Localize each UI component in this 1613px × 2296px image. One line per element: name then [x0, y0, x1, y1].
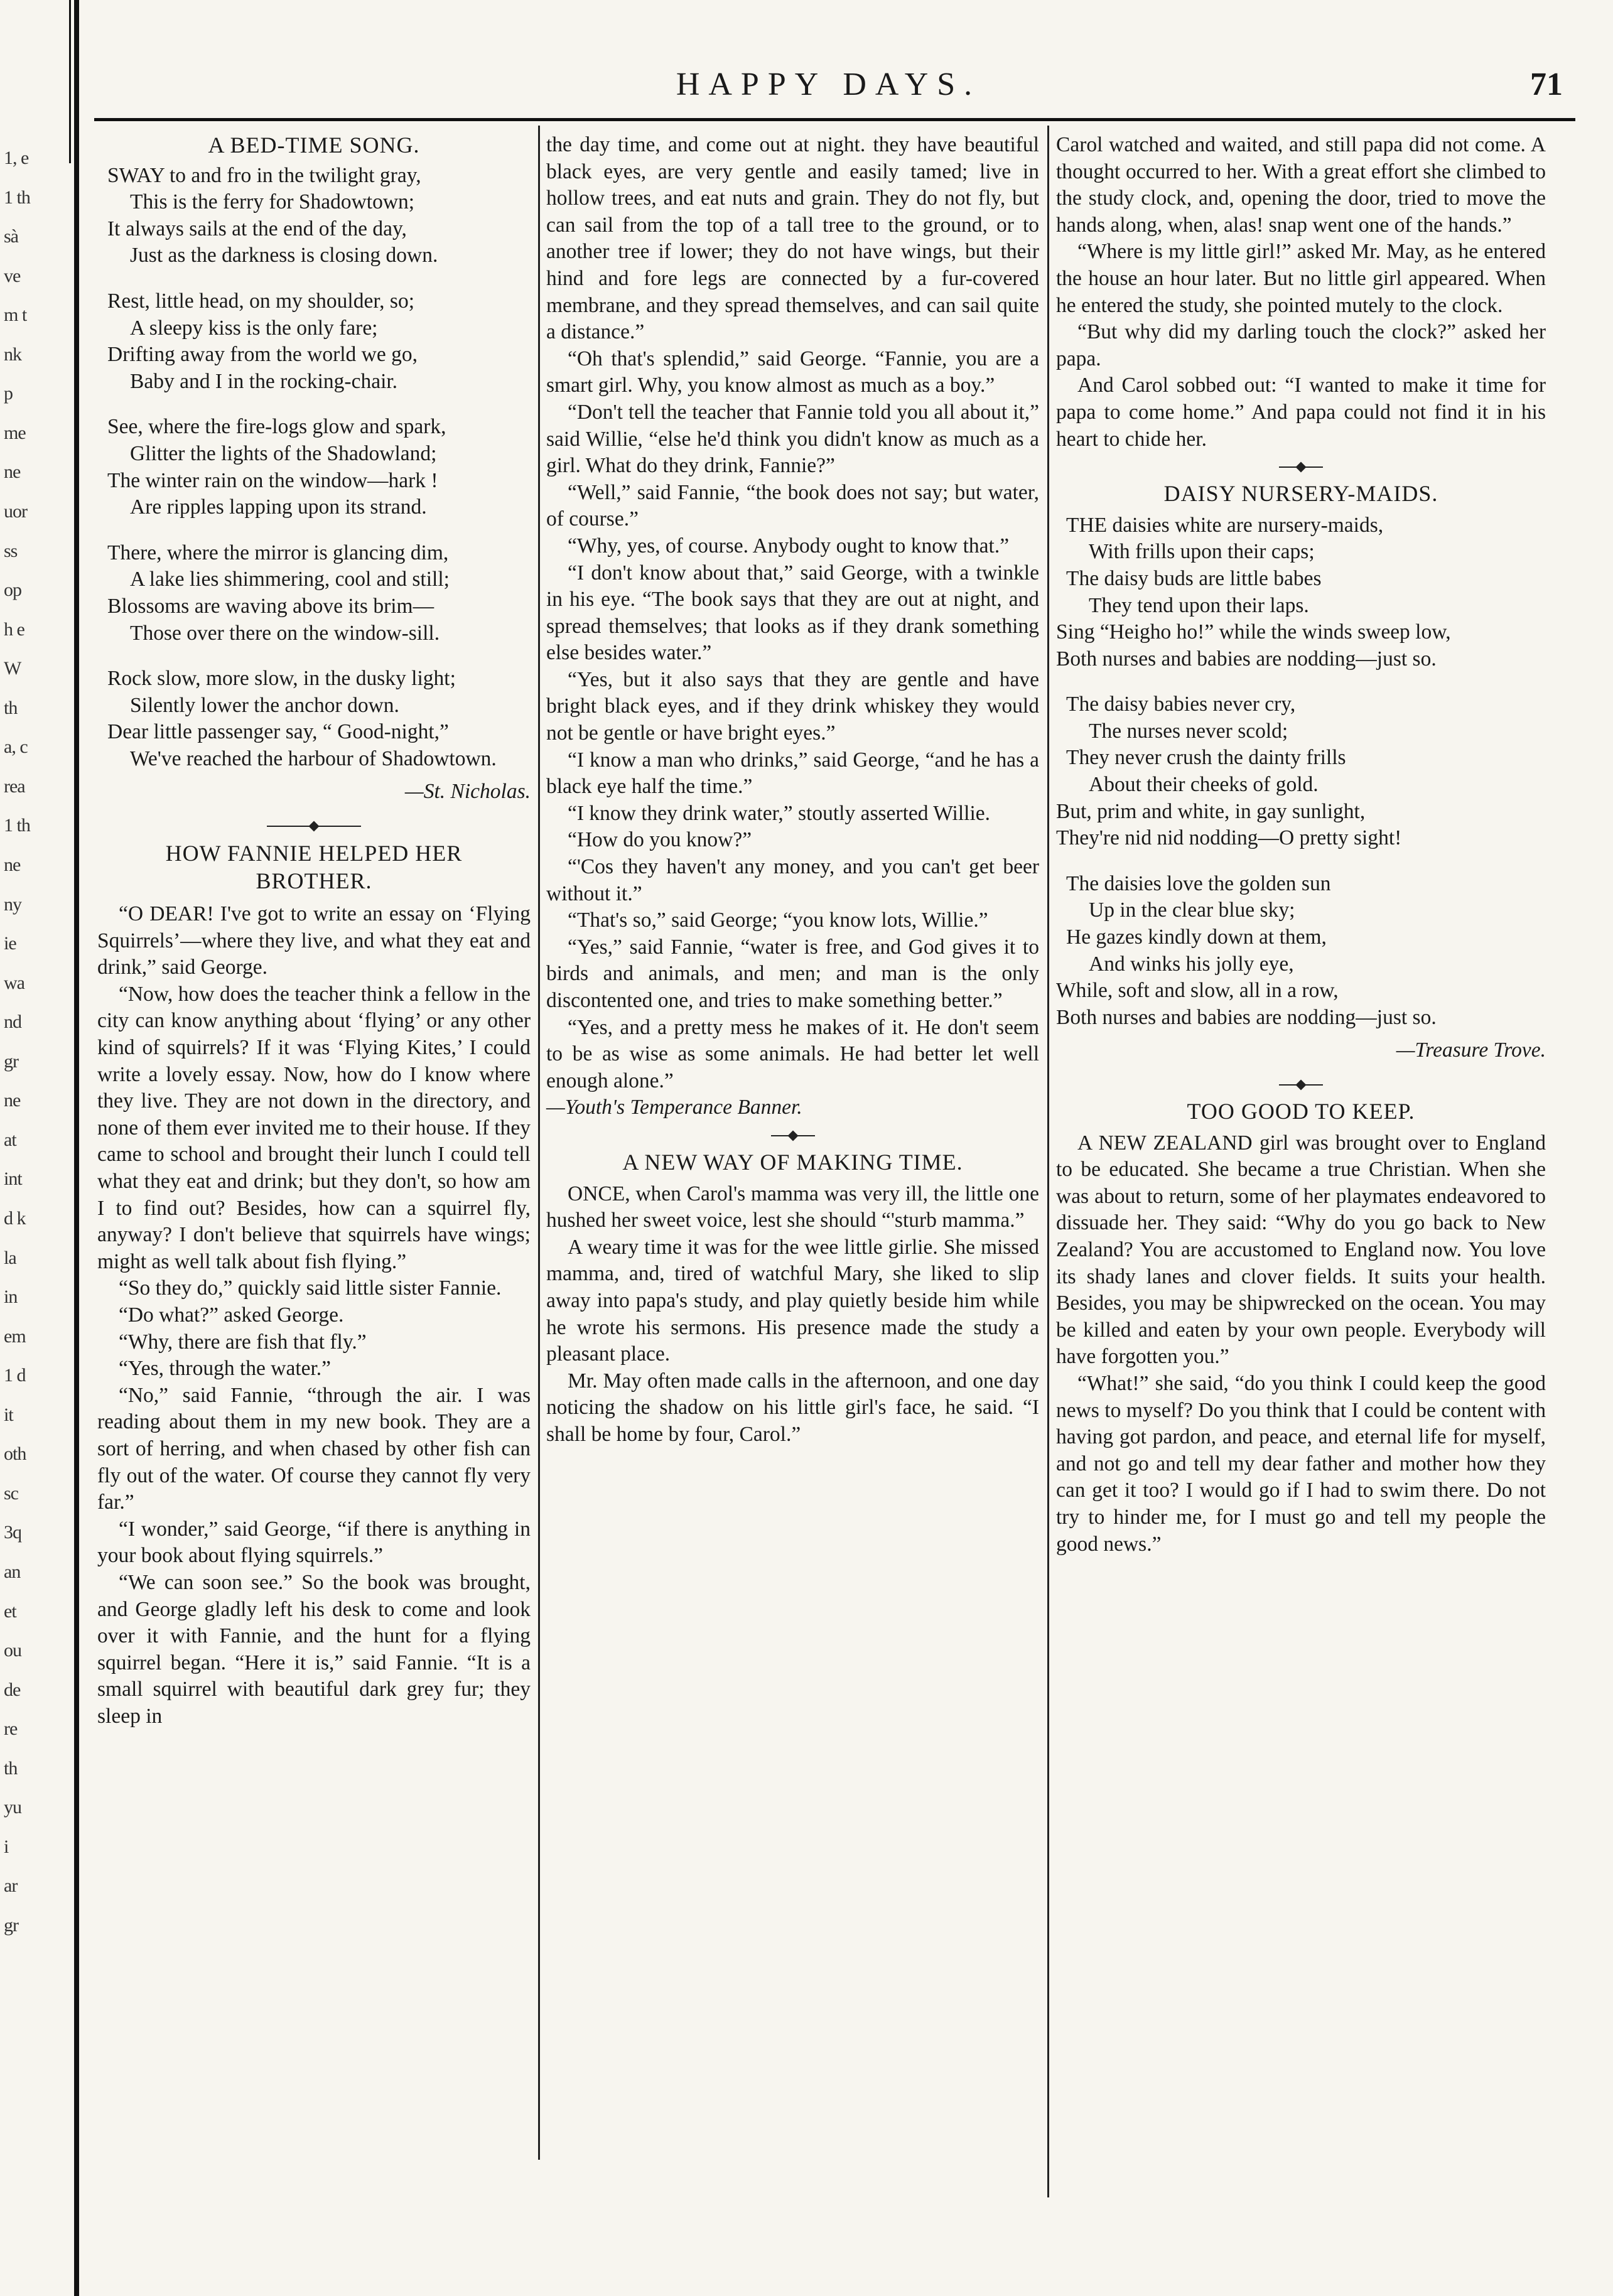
- story-paragraph: “How do you know?”: [568, 828, 752, 852]
- margin-fragment: m t: [4, 305, 27, 325]
- article-paragraph: ONCE, when Carol's mamma was very ill, the little one hushed her sweet voice, lest she should “'sturb mamma.”: [546, 1182, 1039, 1232]
- margin-fragment: nk: [4, 344, 21, 365]
- poem-line: Dear little passenger say, “ Good-night,”: [107, 720, 449, 744]
- poem-line: THE daisies white are nursery-maids,: [1066, 513, 1384, 537]
- section-separator: [1056, 1070, 1546, 1098]
- header-rule: [94, 118, 1575, 121]
- story-text-part-2: [546, 132, 1039, 1094]
- poem-bed-time-song: [97, 163, 531, 773]
- poem-attribution: —Treasure Trove.: [1396, 1038, 1546, 1062]
- story-paragraph: “That's so,” said George; “you know lots, Willie.”: [568, 908, 988, 932]
- margin-fragment: rea: [4, 776, 25, 797]
- masthead-title: HAPPY DAYS.: [676, 67, 981, 102]
- story-paragraph: “I know a man who drinks,” said George, “and he has a black eye half the time.”: [546, 748, 1039, 799]
- margin-fragment: th: [4, 698, 18, 718]
- poem-line: Both nurses and babies are nodding—just so.: [1056, 647, 1437, 671]
- poem-attribution: —St. Nicholas.: [404, 780, 531, 804]
- poem-line: Drifting away from the world we go,: [107, 343, 418, 367]
- margin-fragment: 3q: [4, 1522, 21, 1543]
- margin-fragment: W: [4, 658, 21, 679]
- story-paragraph: “'Cos they haven't any money, and you can't get beer without it.”: [546, 855, 1039, 905]
- poem-line: About their cheeks of gold.: [1089, 773, 1319, 797]
- poem-line: The winter rain on the window—hark !: [107, 468, 438, 492]
- article-paragraph: And Carol sobbed out: “I wanted to make it time for papa to come home.” And papa could not find it in his heart to chide her.: [1056, 374, 1546, 451]
- margin-fragment: de: [4, 1679, 21, 1700]
- poem-line: They never crush the dainty frills: [1066, 746, 1346, 770]
- column-1: [97, 132, 531, 1730]
- story-paragraph: “So they do,” quickly said little sister Fannie.: [119, 1276, 502, 1300]
- margin-fragment: uor: [4, 501, 27, 522]
- margin-fragment: at: [4, 1129, 16, 1150]
- margin-fragment: ie: [4, 933, 16, 954]
- column-rule-1: [538, 126, 540, 2160]
- story-source: —Youth's Temperance Banner.: [546, 1096, 802, 1119]
- margin-fragment: 1 th: [4, 815, 30, 836]
- article-new-way-part-1: [546, 1181, 1039, 1448]
- margin-fragment: ny: [4, 894, 21, 915]
- margin-fragment: gr: [4, 1915, 18, 1936]
- margin-fragment: an: [4, 1561, 21, 1582]
- story-paragraph: “No,” said Fannie, “through the air. I was reading about them in my new book. They are a sort of herring, and when chased by other fish can fly out of the water. Of course they cannot fly very far.”: [97, 1383, 531, 1514]
- story-title-line-2: BROTHER.: [256, 868, 372, 894]
- section-separator: [1056, 453, 1546, 480]
- poem-line: The daisy buds are little babes: [1066, 566, 1322, 590]
- margin-fragment: ne: [4, 854, 21, 875]
- margin-fragment: ne: [4, 1090, 21, 1111]
- article-paragraph: A NEW ZEALAND girl was brought over to England to be educated. She became a true Christian. When she was about to return, some of her playmates endeavored to dissuade her. They said: “Why do you go back to New Zealand? You are accustomed to England now. You love its shady lanes and clover fields. It suits your health. Besides, you may be shipwrecked on the ocean. You may be killed and eaten by your own people. Everybody will have forgotten you.”: [1056, 1131, 1546, 1369]
- poem-line: Glitter the lights of the Shadowland;: [130, 441, 437, 465]
- article-paragraph: “What!” she said, “do you think I could keep the good news to myself? Do you think that I could be content with having got pardon, and peace, and eternal life for myself, and not go and tell my dear father and mother how they can get it too? I would go if I had to swim there. Do not try to hinder me, for I must go and tell my people the good news.”: [1056, 1371, 1546, 1556]
- margin-fragment: in: [4, 1286, 18, 1307]
- poem-line: He gazes kindly down at them,: [1066, 925, 1327, 949]
- poem-stanza: [1056, 871, 1546, 1032]
- poem-line: SWAY to and fro in the twilight gray,: [107, 163, 421, 187]
- poem-line: A sleepy kiss is the only fare;: [130, 316, 378, 340]
- story-paragraph: “I know they drink water,” stoutly asserted Willie.: [568, 801, 991, 825]
- poem-line: Baby and I in the rocking-chair.: [130, 369, 398, 393]
- article-title-too-good-to-keep: TOO GOOD TO KEEP.: [1187, 1099, 1415, 1124]
- poem-stanza: [1056, 691, 1546, 852]
- poem-line: The nurses never scold;: [1089, 719, 1288, 743]
- poem-line: Just as the darkness is closing down.: [130, 244, 438, 267]
- margin-fragment: nd: [4, 1011, 21, 1032]
- poem-line: Rest, little head, on my shoulder, so;: [107, 289, 415, 313]
- poem-line: We've reached the harbour of Shadowtown.: [130, 746, 497, 770]
- poem-line: While, soft and slow, all in a row,: [1056, 979, 1339, 1003]
- poem-line: Both nurses and babies are nodding—just so.: [1056, 1005, 1437, 1029]
- story-paragraph: “Why, there are fish that fly.”: [119, 1330, 367, 1354]
- story-paragraph: “O DEAR! I've got to write an essay on ‘Flying Squirrels’—where they live, and what they eat and drink,” said George.: [97, 902, 531, 979]
- column-3: [1056, 132, 1546, 1558]
- margin-fragment: la: [4, 1248, 16, 1268]
- story-paragraph: “Yes, through the water.”: [119, 1357, 332, 1381]
- poem-title-daisy-nursery-maids: DAISY NURSERY-MAIDS.: [1163, 481, 1438, 507]
- poem-line: Up in the clear blue sky;: [1089, 898, 1295, 922]
- margin-fragment: 1, e: [4, 148, 29, 168]
- poem-line: Rock slow, more slow, in the dusky light;: [107, 667, 456, 691]
- poem-line: There, where the mirror is glancing dim,: [107, 541, 449, 564]
- column-2: [546, 132, 1039, 1448]
- poem-line: See, where the fire-logs glow and spark,: [107, 415, 446, 439]
- margin-fragment: it: [4, 1404, 13, 1425]
- poem-line: A lake lies shimmering, cool and still;: [130, 568, 450, 591]
- section-separator: [546, 1121, 1039, 1149]
- story-paragraph: “I don't know about that,” said George, with a twinkle in his eye. “The book says that they are out at night, and spread themselves; that looks as if they drank something else besides water.”: [546, 561, 1039, 665]
- margin-fragment: op: [4, 579, 21, 600]
- margin-fragment: ar: [4, 1875, 18, 1896]
- article-paragraph: A weary time it was for the wee little girlie. She missed mamma, and, tired of watchful Mary, she liked to slip away into papa's study, and play quietly beside him while he wrote his sermons. His presence made the study a pleasant place.: [546, 1235, 1039, 1366]
- story-paragraph: “Yes, but it also says that they are gentle and have bright black eyes, and if they drink whiskey they would not be gentle or have bright eyes.”: [546, 667, 1039, 745]
- margin-fragment: gr: [4, 1051, 18, 1072]
- margin-fragment: oth: [4, 1443, 26, 1464]
- margin-fragment: ss: [4, 541, 18, 561]
- story-title: [97, 839, 531, 895]
- poem-daisy-nursery-maids: [1056, 512, 1546, 1032]
- margin-fragment: h e: [4, 619, 24, 640]
- poem-line: This is the ferry for Shadowtown;: [130, 190, 415, 214]
- poem-line: The daisies love the golden sun: [1066, 871, 1331, 895]
- margin-fragment: sc: [4, 1483, 18, 1504]
- margin-fragment: int: [4, 1168, 22, 1189]
- poem-line: It always sails at the end of the day,: [107, 217, 407, 240]
- poem-stanza: [1056, 512, 1546, 673]
- poem-line: Sing “Heigho ho!” while the winds sweep low,: [1056, 620, 1451, 644]
- margin-fragment: 1 th: [4, 187, 30, 208]
- margin-fragment: p: [4, 383, 13, 404]
- story-title-line-1: HOW FANNIE HELPED HER: [165, 841, 463, 866]
- story-paragraph: “Yes, and a pretty mess he makes of it. He don't seem to be as wise as some animals. He had better let well enough alone.”: [546, 1015, 1039, 1092]
- story-paragraph: “Don't tell the teacher that Fannie told you all about it,” said Willie, “else he'd think you didn't know as much as a girl. What do they drink, Fannie?”: [546, 400, 1039, 478]
- margin-fragment: re: [4, 1718, 18, 1739]
- poem-stanza: [97, 414, 531, 520]
- article-paragraph: “But why did my darling touch the clock?” asked her papa.: [1056, 320, 1546, 370]
- article-too-good-to-keep: [1056, 1130, 1546, 1558]
- article-new-way-part-2: [1056, 132, 1546, 453]
- poem-stanza: [97, 163, 531, 269]
- margin-fragment: ne: [4, 461, 21, 482]
- poem-line: But, prim and white, in gay sunlight,: [1056, 799, 1366, 823]
- poem-line: They're nid nid nodding—O pretty sight!: [1056, 826, 1402, 850]
- margin-fragment: 1 d: [4, 1365, 26, 1386]
- margin-fragment: wa: [4, 973, 24, 993]
- story-paragraph: “We can soon see.” So the book was brought, and George gladly left his desk to come and look over it with Fannie, and the hunt for a flying squirrel began. “Here it is,” said Fannie. “It is a small squirrel with beautiful dark grey fur; they sleep in: [97, 1570, 531, 1728]
- poem-line: And winks his jolly eye,: [1089, 952, 1294, 976]
- story-paragraph: “Well,” said Fannie, “the book does not say; but water, of course.”: [546, 480, 1039, 531]
- margin-fragment: sà: [4, 226, 18, 247]
- margin-fragment: i: [4, 1836, 9, 1857]
- poem-line: Blossoms are waving above its brim—: [107, 594, 434, 618]
- poem-stanza: [97, 288, 531, 395]
- binding-margin: [0, 0, 94, 2296]
- article-paragraph: Carol watched and waited, and still papa did not come. A thought occurred to her. With a great effort she climbed to the study clock, and, opening the door, tried to move the hands along, when, alas! snap went one of the hands.”: [1056, 133, 1546, 237]
- story-paragraph: “Oh that's splendid,” said George. “Fannie, you are a smart girl. Why, you know almost as much as a boy.”: [546, 347, 1039, 397]
- story-paragraph: the day time, and come out at night. they have beautiful black eyes, are very gentle and easily tamed; live in hollow trees, and eat nuts and grain. They do not fly, but can sail from the top of a tall tree to the ground, or to another tree if lower; they do not have wings, but their hind and fore legs are connected by a fur-covered membrane, and they spread themselves, and can sail quite a distance.”: [546, 133, 1039, 344]
- column-rule-2: [1047, 126, 1049, 2197]
- article-paragraph: “Where is my little girl!” asked Mr. May, as he entered the house an hour later. But no little girl appeared. When he entered the study, she pointed mutely to the clock.: [1056, 240, 1546, 317]
- story-paragraph: “Do what?” asked George.: [119, 1303, 344, 1327]
- poem-line: Silently lower the anchor down.: [130, 693, 399, 717]
- poem-line: With frills upon their caps;: [1089, 540, 1315, 564]
- poem-stanza: [97, 666, 531, 772]
- article-title-new-way-of-making-time: A NEW WAY OF MAKING TIME.: [622, 1149, 963, 1175]
- poem-line: The daisy babies never cry,: [1066, 693, 1296, 716]
- poem-line: Those over there on the window-sill.: [130, 621, 440, 645]
- poem-line: They tend upon their laps.: [1089, 593, 1309, 617]
- poem-stanza: [97, 540, 531, 647]
- margin-fragment: yu: [4, 1797, 21, 1818]
- margin-fragment: em: [4, 1326, 26, 1347]
- binding-rule-top: [69, 0, 71, 163]
- binding-rule: [74, 0, 79, 2296]
- story-paragraph: “Why, yes, of course. Anybody ought to know that.”: [568, 534, 1010, 558]
- margin-fragment: th: [4, 1758, 18, 1779]
- margin-fragment: ve: [4, 266, 21, 286]
- story-paragraph: “Now, how does the teacher think a fellow in the city can know anything about ‘flying’ or any other kind of squirrels? If it was ‘Flying Kites,’ I could write a lovely essay. Now, how do I know where they live. They are not down in the directory, and none of them ever invited me to their house. If they came to school and brought their lunch I could tell what they eat and drink; but they don't, so how am I to find out? Besides, how can a squirrel fly, anyway? I don't believe that squirrels have wings; might as well talk about fish flying.”: [97, 982, 531, 1273]
- story-paragraph: “Yes,” said Fannie, “water is free, and God gives it to birds and animals, and men; and man is the only discontented one, and tries to make something better.”: [546, 935, 1039, 1012]
- article-paragraph: Mr. May often made calls in the afternoon, and one day noticing the shadow on his little girl's face, he said. “I shall be home by four, Carol.”: [546, 1369, 1039, 1446]
- story-paragraph: “I wonder,” said George, “if there is anything in your book about flying squirrels.”: [97, 1517, 531, 1568]
- poem-line: Are ripples lapping upon its strand.: [130, 495, 427, 519]
- margin-fragment: me: [4, 423, 26, 443]
- margin-fragment: a, c: [4, 736, 28, 757]
- page-header: [94, 66, 1563, 116]
- margin-fragment: et: [4, 1601, 16, 1622]
- margin-fragment: ou: [4, 1640, 21, 1661]
- section-separator: [97, 812, 531, 839]
- page-number: 71: [1530, 67, 1563, 102]
- margin-fragment: d k: [4, 1208, 26, 1229]
- story-text-part-1: [97, 901, 531, 1730]
- poem-title-bed-time-song: A BED-TIME SONG.: [208, 132, 420, 158]
